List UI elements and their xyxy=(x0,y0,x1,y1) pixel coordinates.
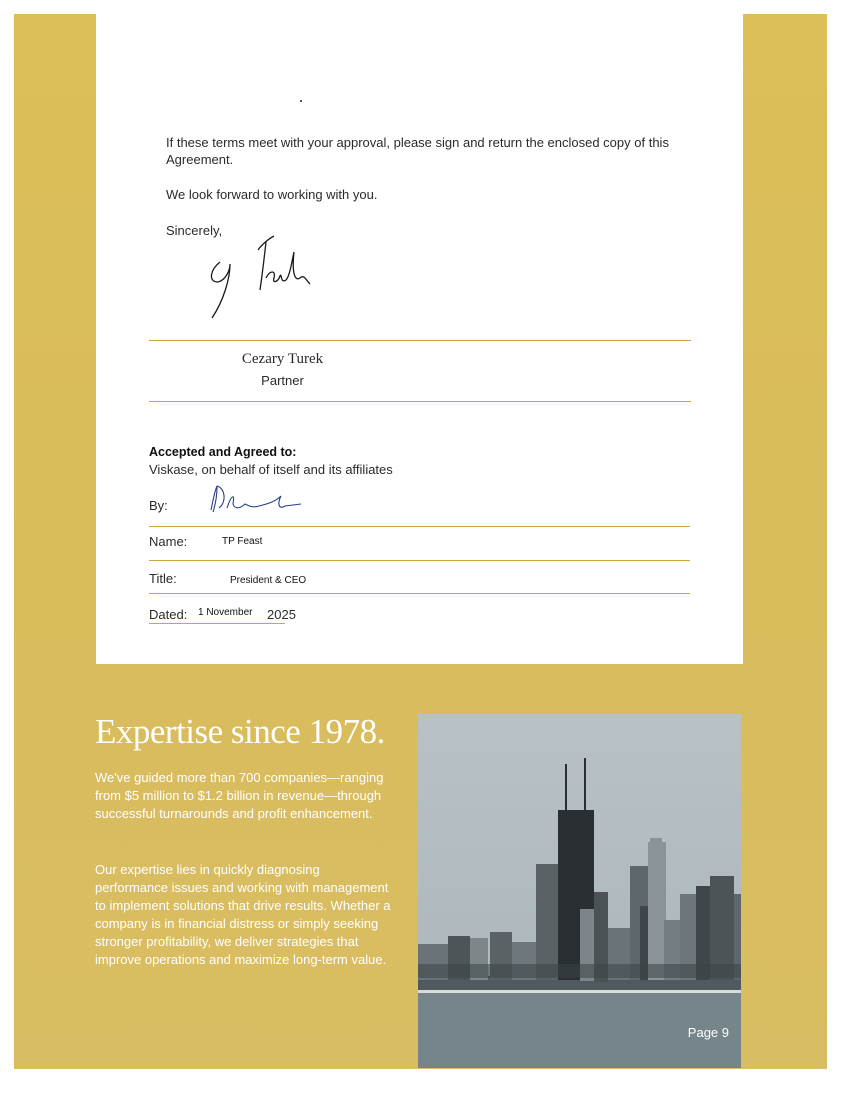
name-rule xyxy=(149,560,690,561)
promo-paragraph-2: Our expertise lies in quickly diagnosing performance issues and working with management to implement solutions that drive results. Whether a company is in financial distress or simply seeking stronger profitability, we deliver strategies that improve operations and maximize long-term value. xyxy=(95,862,391,967)
name-label: Name: xyxy=(149,534,188,549)
signature-rule-bottom xyxy=(149,401,691,402)
promo-paragraph-1: We've guided more than 700 companies—ranging from $5 million to $1.2 billion in revenue—through successful turnarounds and profit enhancement. xyxy=(95,770,384,821)
dated-label: Dated: xyxy=(149,607,188,622)
promo-headline: Expertise since 1978. xyxy=(95,712,385,751)
dated-rule xyxy=(149,623,285,624)
dated-value: 1 November xyxy=(198,607,253,618)
page-number: Page 9 xyxy=(687,1025,729,1040)
name-value: TP Feast xyxy=(222,536,263,547)
title-value: President & CEO xyxy=(230,575,307,586)
scan-speck xyxy=(300,100,302,102)
letter-panel xyxy=(96,14,743,664)
closing-text: Sincerely, xyxy=(166,223,223,238)
accepting-party: Viskase, on behalf of itself and its affiliates xyxy=(149,462,393,477)
dated-year: 2025 xyxy=(267,607,296,622)
signer-title: Partner xyxy=(261,373,304,388)
partner-signature xyxy=(200,230,320,325)
signer-name: Cezary Turek xyxy=(241,351,324,367)
signature-rule-top xyxy=(149,340,691,341)
look-forward-text: We look forward to working with you. xyxy=(166,187,378,202)
by-label: By: xyxy=(149,498,168,513)
title-rule xyxy=(149,593,690,594)
by-rule xyxy=(149,526,690,527)
accepted-heading: Accepted and Agreed to: xyxy=(149,445,297,459)
chicago-skyline-photo xyxy=(418,714,741,1068)
client-signature xyxy=(205,482,305,518)
title-label: Title: xyxy=(149,571,177,586)
approval-text: If these terms meet with your approval, please sign and return the enclosed copy of this Agreement. xyxy=(166,135,669,167)
